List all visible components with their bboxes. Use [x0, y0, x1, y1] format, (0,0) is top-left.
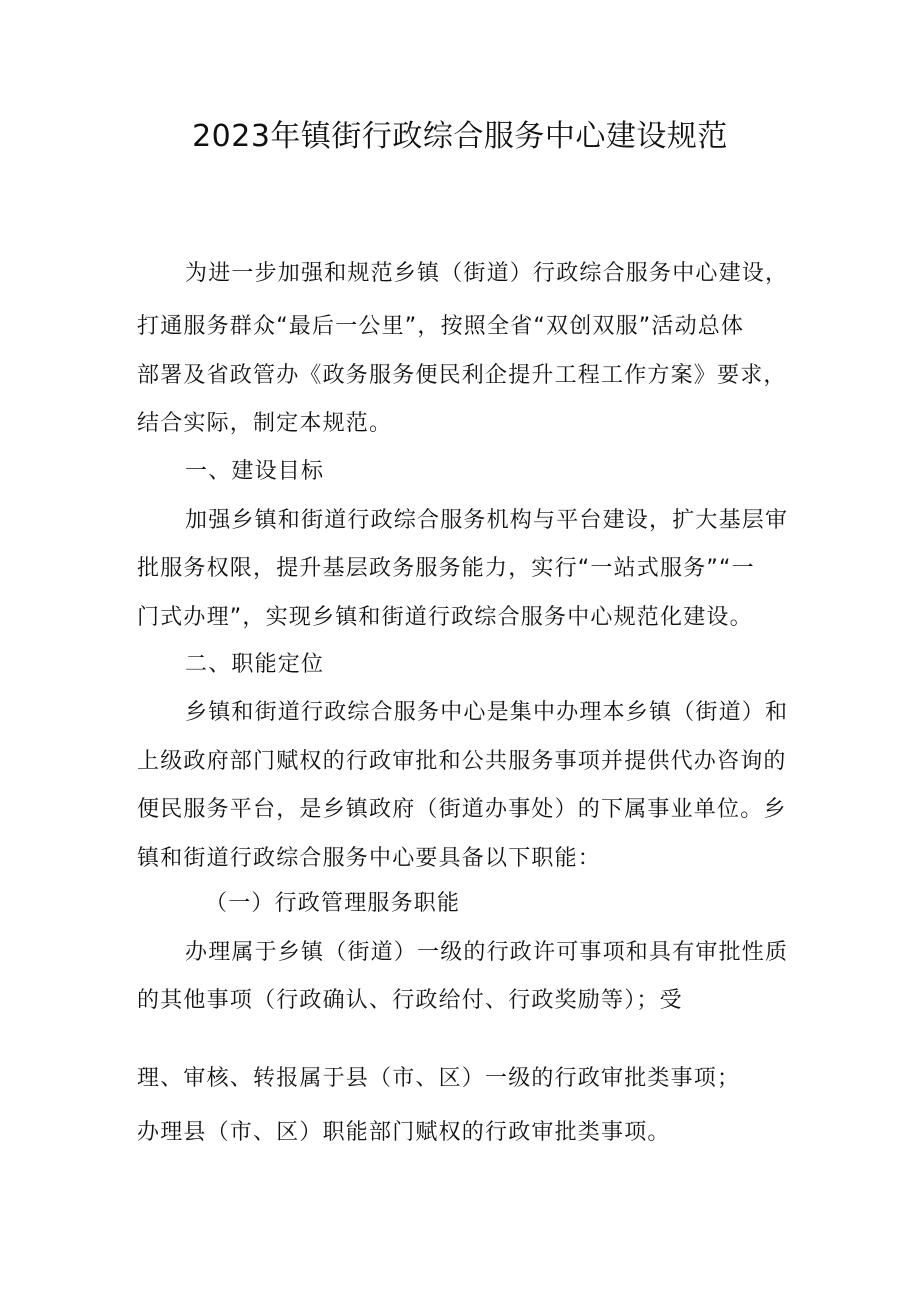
- paragraph-line: 便民服务平台，是乡镇政府（街道办事处）的下属事业单位。乡: [137, 797, 787, 822]
- paragraph-line: 镇和街道行政综合服务中心要具备以下职能：: [137, 846, 602, 871]
- paragraph-line: 办理县（市、区）职能部门赋权的行政审批类事项。: [137, 1120, 671, 1145]
- paragraph-line: 加强乡镇和街道行政综合服务机构与平台建设，扩大基层审: [185, 508, 789, 533]
- paragraph-line: 打通服务群众“最后一公里”，按照全省“双创双服”活动总体: [137, 314, 745, 339]
- paragraph-line: 结合实际，制定本规范。: [137, 411, 393, 436]
- paragraph-line: 批服务权限，提升基层政务服务能力，实行“一站式服务”“一: [137, 556, 755, 581]
- paragraph-line: 为进一步加强和规范乡镇（街道）行政综合服务中心建设，: [185, 261, 789, 286]
- section-heading: 一、建设目标: [185, 459, 325, 484]
- paragraph-line: 办理属于乡镇（街道）一级的行政许可事项和具有审批性质: [185, 940, 789, 965]
- paragraph-line: 部署及省政管办《政务服务便民利企提升工程工作方案》要求，: [137, 363, 787, 388]
- document-title: 2023年镇街行政综合服务中心建设规范: [192, 119, 728, 154]
- paragraph-line: 上级政府部门赋权的行政审批和公共服务事项并提供代办咨询的: [137, 749, 787, 774]
- section-heading: 二、职能定位: [185, 652, 325, 677]
- subsection-heading: （一）行政管理服务职能: [205, 891, 461, 916]
- paragraph-line: 的其他事项（行政确认、行政给付、行政奖励等）；受: [137, 988, 683, 1013]
- paragraph-line: 乡镇和街道行政综合服务中心是集中办理本乡镇（街道）和: [185, 700, 789, 725]
- paragraph-line: 理、审核、转报属于县（市、区）一级的行政审批类事项；: [137, 1066, 741, 1091]
- paragraph-line: 门式办理”，实现乡镇和街道行政综合服务中心规范化建设。: [137, 605, 753, 630]
